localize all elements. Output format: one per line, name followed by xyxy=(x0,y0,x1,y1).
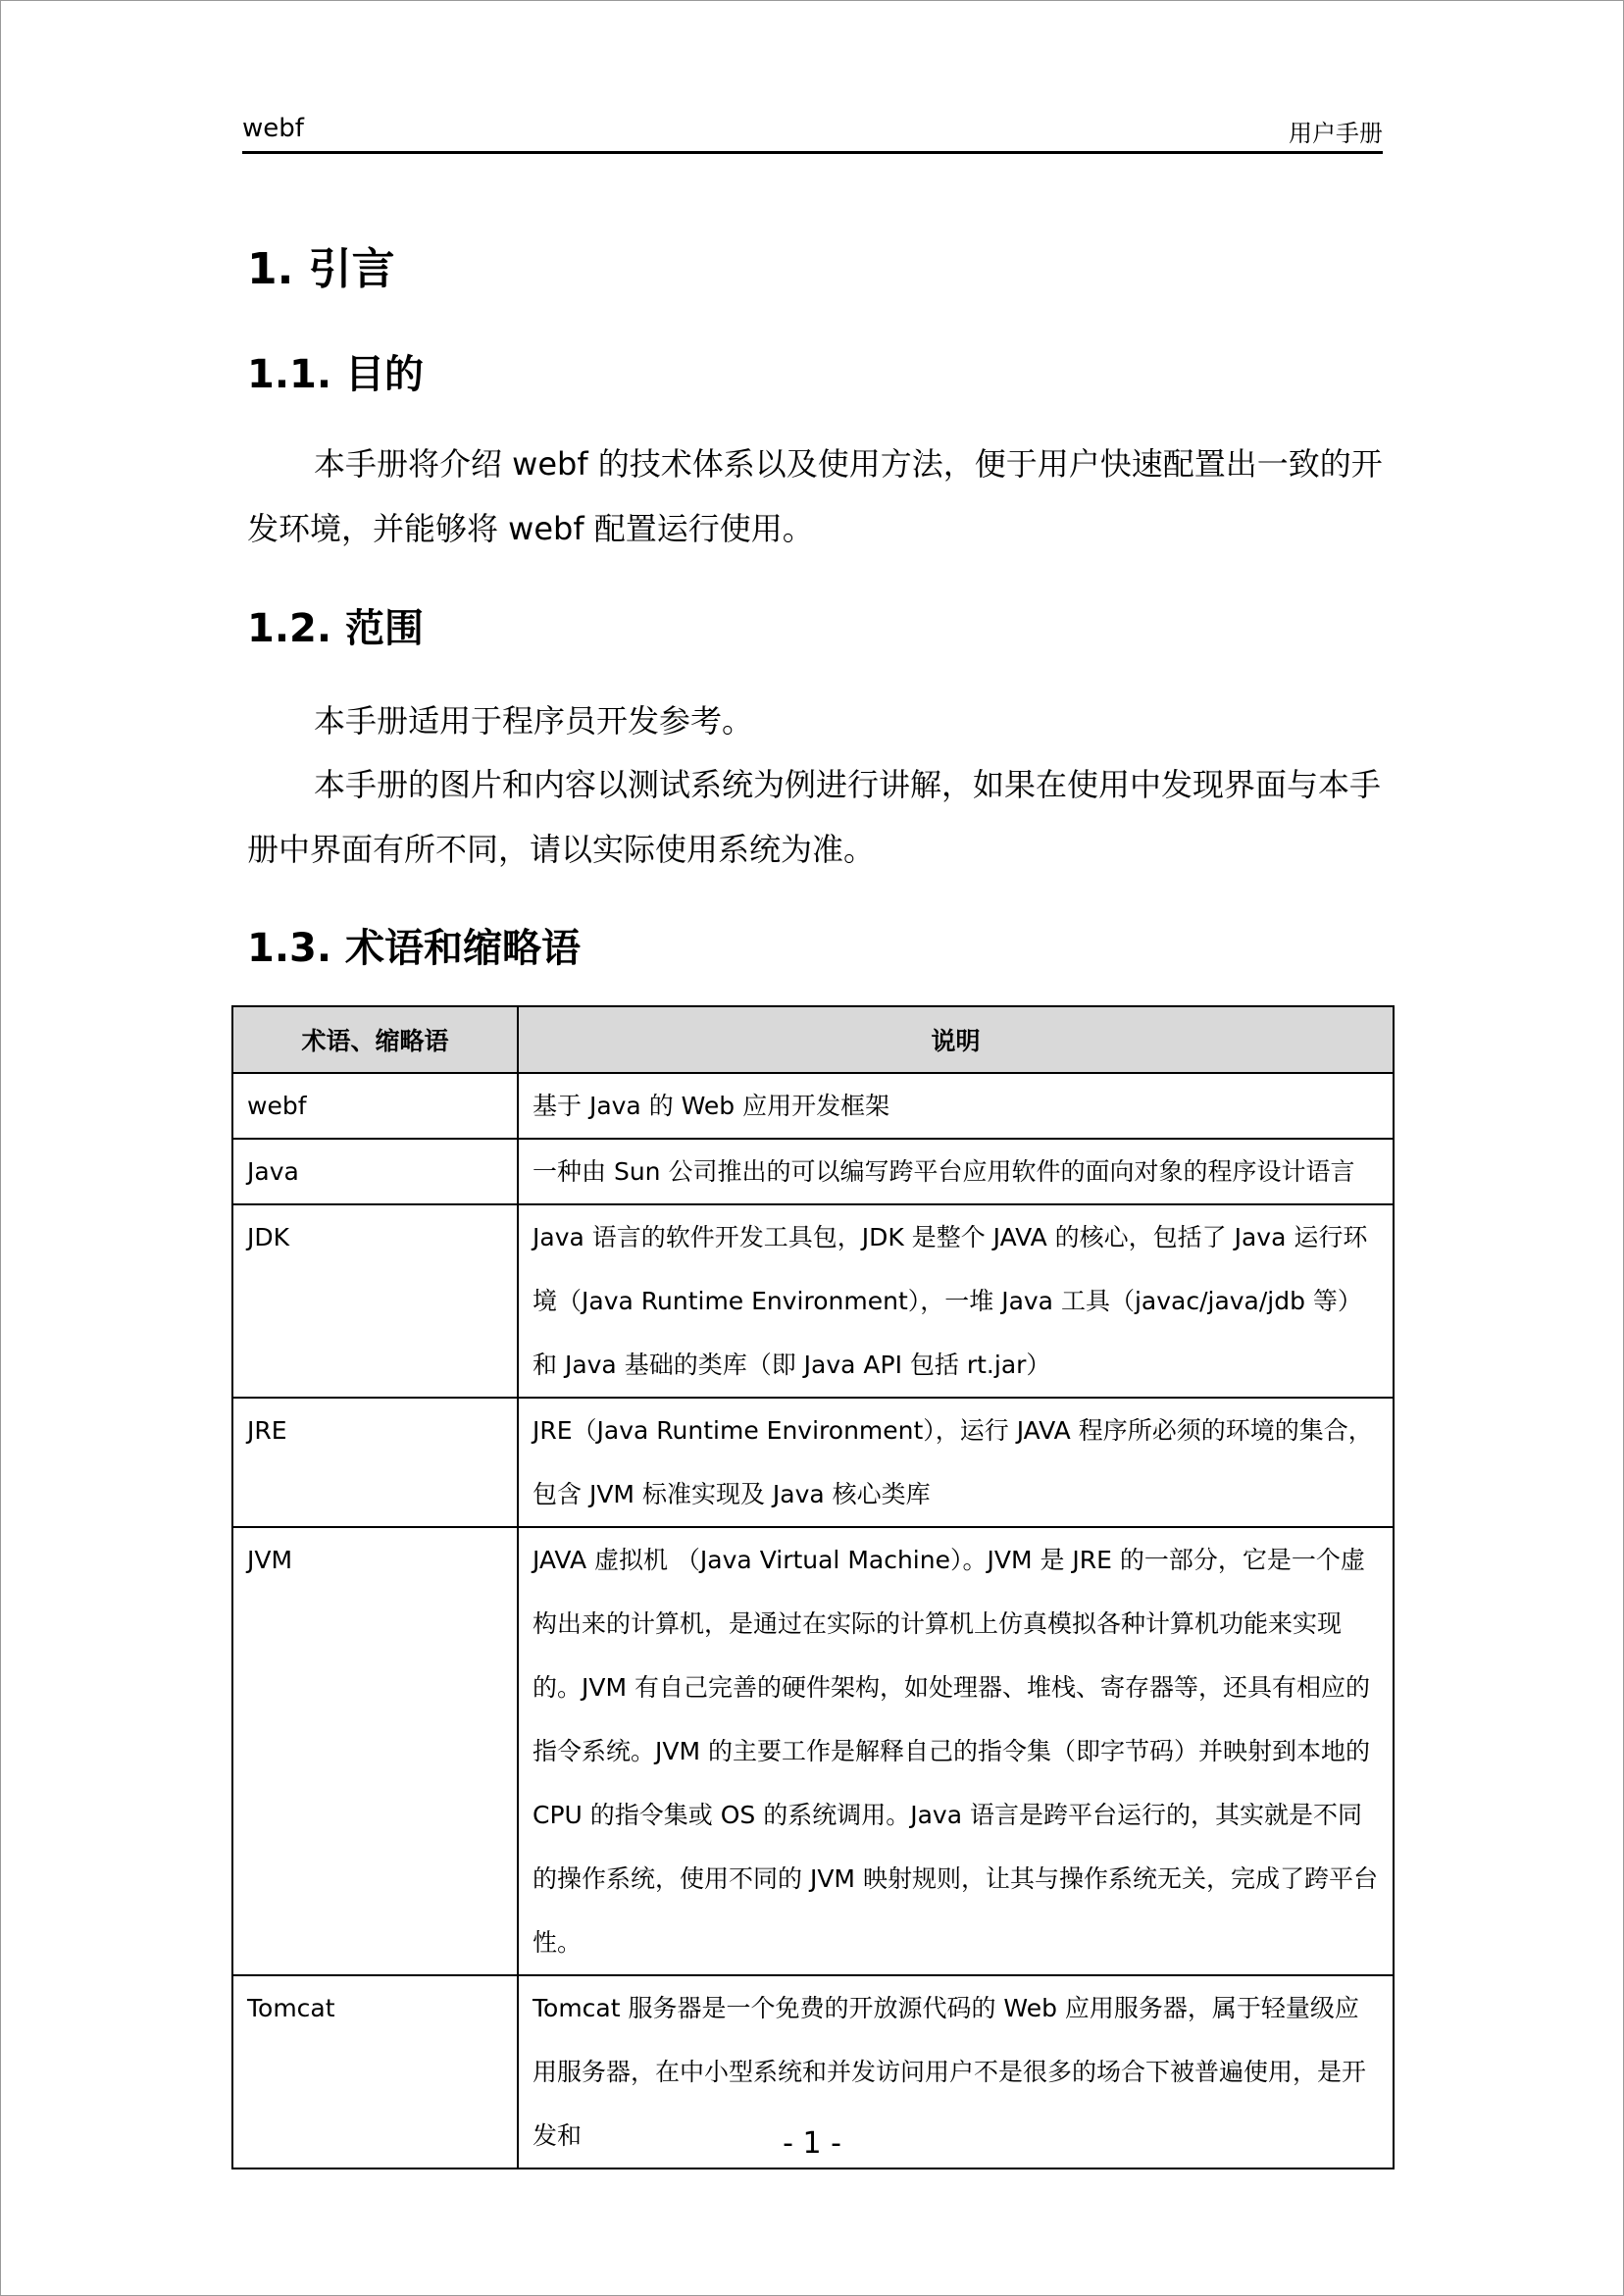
terms-table xyxy=(231,1005,1395,2169)
term-cell: Tomcat xyxy=(232,1975,518,2168)
desc-cell: JRE（Java Runtime Environment），运行 JAVA 程序所必须的环境的集合，包含 JVM 标准实现及 Java 核心类库 xyxy=(518,1398,1394,1527)
header-desc: 说明 xyxy=(518,1006,1394,1073)
heading-intro: 1. 引言 xyxy=(247,244,395,294)
term-cell: JDK xyxy=(232,1204,518,1398)
desc-cell: 基于 Java 的 Web 应用开发框架 xyxy=(518,1073,1394,1139)
table-header-row xyxy=(232,1006,1394,1073)
header-term: 术语、缩略语 xyxy=(232,1006,518,1073)
desc-cell: JAVA 虚拟机 （Java Virtual Machine）。JVM 是 JRE 的一部分，它是一个虚构出来的计算机，是通过在实际的计算机上仿真模拟各种计算机功能来实现的。JVM 有自己完善的硬件架构，如处理器、堆栈、寄存器等，还具有相应的指令系统。JVM 的主要工作是解释自己的指令集（即字节码）并映射到本地的 CPU 的指令集或 OS 的系统调用。Java 语言是跨平台运行的，其实就是不同的操作系统，使用不同的 JVM 映射规则，让其与操作系统无关，完成了跨平台性。 xyxy=(518,1527,1394,1975)
table-row xyxy=(232,1139,1394,1204)
page-number: - 1 - xyxy=(783,2126,841,2161)
page-header xyxy=(242,110,1383,154)
table-row xyxy=(232,1073,1394,1139)
table-row xyxy=(232,1398,1394,1527)
desc-cell: 一种由 Sun 公司推出的可以编写跨平台应用软件的面向对象的程序设计语言 xyxy=(518,1139,1394,1204)
table-row xyxy=(232,1204,1394,1398)
header-doc-name: webf xyxy=(242,114,304,143)
table-row xyxy=(232,1527,1394,1975)
paragraph-scope-1: 本手册适用于程序员开发参考。 xyxy=(314,702,754,740)
term-cell: JVM xyxy=(232,1527,518,1975)
term-cell: webf xyxy=(232,1073,518,1139)
heading-terms: 1.3. 术语和缩略语 xyxy=(247,926,581,971)
desc-cell: Java 语言的软件开发工具包，JDK 是整个 JAVA 的核心，包括了 Java 运行环境（Java Runtime Environment），一堆 Java 工具（javac/java/jdb 等）和 Java 基础的类库（即 Java API 包括 rt.jar） xyxy=(518,1204,1394,1398)
desc-cell: Tomcat 服务器是一个免费的开放源代码的 Web 应用服务器，属于轻量级应用服务器，在中小型系统和并发访问用户不是很多的场合下被普遍使用，是开发和 xyxy=(518,1975,1394,2168)
heading-scope: 1.2. 范围 xyxy=(247,606,424,651)
term-cell: JRE xyxy=(232,1398,518,1527)
heading-purpose: 1.1. 目的 xyxy=(247,352,424,397)
header-doc-type: 用户手册 xyxy=(1289,120,1383,147)
paragraph-scope-2: 本手册的图片和内容以测试系统为例进行讲解，如果在使用中发现界面与本手册中界面有所不同，请以实际使用系统为准。 xyxy=(247,766,1382,868)
term-cell: Java xyxy=(232,1139,518,1204)
paragraph-purpose: 本手册将介绍 webf 的技术体系以及使用方法，便于用户快速配置出一致的开发环境，并能够将 webf 配置运行使用。 xyxy=(247,445,1383,547)
